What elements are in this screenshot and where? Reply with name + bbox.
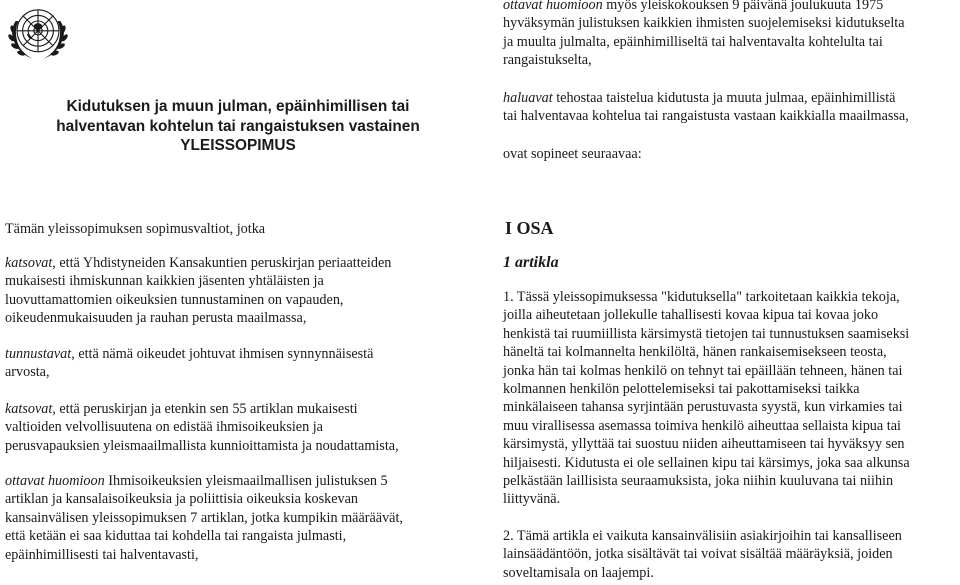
paragraph-lead: ottavat huomioon: [5, 473, 105, 489]
preamble-paragraph-4: ottavat huomioon Ihmisoikeuksien yleismaailmallisen julistuksen 5 artiklan ja kansalaisoikeuksia ja poliittisia oikeuksia koskevan kansainvälisen yleissopimuksen 7 artiklan, jotka kumpikin määräävät, että ketään ei saa kiduttaa tai kohdella tai rangaista julmasti, epäinhimillisesti tai halventavasti,: [5, 473, 403, 563]
title-line: halventavan kohtelun tai rangaistuksen vastainen: [56, 117, 420, 135]
preamble-closing: ovat sopineet seuraavaa:: [503, 146, 642, 162]
article-1-paragraph-1: 1. Tässä yleissopimuksessa "kidutuksella" tarkoitetaan kaikkia tekoja, joilla aiheutetaan jollekulle tahallisesti kovaa kipua tai kovaa joko henkistä tai ruumiillista kärsimystä tietojen tai tunnustuksen saamiseksi häneltä tai kolmannelta henkilöltä, hänen rankaisemisekseen teosta, jonka hän tai kolmas henkilö on tehnyt tai epäillään tehneen, hänen tai kolmannen henkilön pelottelemiseksi tai pakottamiseksi taikka minkälaiseen tahansa syrjintään perustuvasta syystä, kun virkamies tai muu virallisessa asemassa toimiva henkilö aiheuttaa sellaista kipua tai kärsimystä, yllyttää tai suostuu niiden aiheuttamiseen tai hyväksyy sen hiljaisesti. Kidutusta ei ole sellainen kipu tai kärsimys, joka saa alkunsa pelkästään laillisista seuraamuksista, joka niihin kuuluvana tai niihin liittyvänä.: [503, 289, 910, 508]
paragraph-lead: haluavat: [503, 90, 553, 106]
paragraph-lead: katsovat: [5, 401, 53, 417]
title-line: Kidutuksen ja muun julman, epäinhimillisen tai: [66, 98, 410, 115]
paragraph-lead: ottavat huomioon: [503, 0, 603, 13]
preamble-intro: Tämän yleissopimuksen sopimusvaltiot, jotka: [5, 221, 266, 237]
title-line: YLEISSOPIMUS: [180, 137, 296, 154]
part-heading: I OSA: [505, 218, 554, 238]
paragraph-lead: tunnustavat: [5, 346, 72, 362]
document-title: [14, 97, 462, 156]
paragraph-lead: katsovat: [5, 255, 53, 271]
preamble-paragraph-6: haluavat tehostaa taistelua kidutusta ja muuta julmaa, epäinhimillistä tai halventavaa kohtelua tai rangaistusta vastaan kaikkialla maailmassa,: [503, 90, 909, 125]
preamble-paragraph-2: tunnustavat, että nämä oikeudet johtuvat ihmisen synnynnäisestä arvosta,: [5, 346, 374, 381]
preamble-paragraph-5: ottavat huomioon myös yleiskokouksen 9 päivänä joulukuuta 1975 hyväksymän julistuksen kaikkien ihmisten suojelemiseksi kidutukselta ja muulta julmalta, epäinhimilliseltä tai halventavalta kohtelulta tai rangaistukselta,: [503, 0, 905, 70]
preamble-paragraph-1: katsovat, että Yhdistyneiden Kansakuntien peruskirjan periaatteiden mukaisesti ihmiskunnan kaikkien jäsenten yhtäläisten ja luovuttamattomien oikeuksien tunnustaminen on vapauden, oikeudenmukaisuuden ja rauhan perusta maailmassa,: [5, 255, 392, 327]
article-1-paragraph-2: 2. Tämä artikla ei vaikuta kansainvälisiin asiakirjoihin tai kansalliseen lainsäädäntöön, jotka sisältävät tai voivat sisältää määräyksiä, joiden soveltamisala on laajempi.: [503, 528, 902, 581]
article-heading: 1 artikla: [503, 254, 559, 271]
preamble-paragraph-3: katsovat, että peruskirjan ja etenkin sen 55 artiklan mukaisesti valtioiden velvollisuutena on edistää ihmisoikeuksien ja perusvapauksien yleismaailmallista kunnioittamista ja noudattamista,: [5, 401, 399, 454]
un-emblem-icon: [3, 0, 73, 70]
